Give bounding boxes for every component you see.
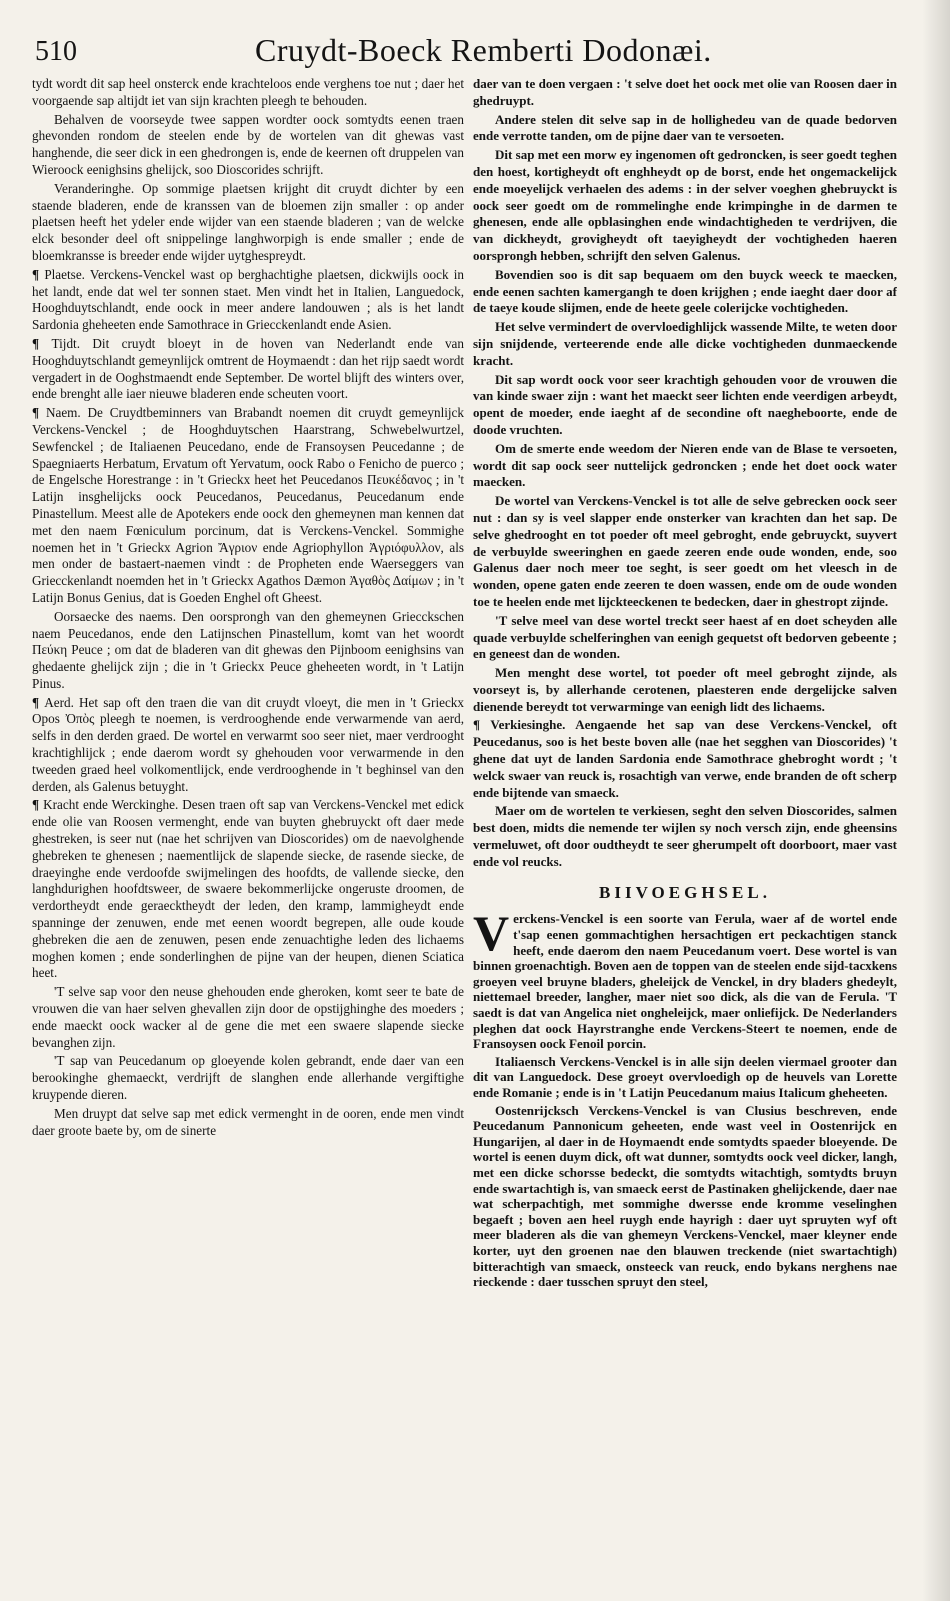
paragraph: ¶ Naem. De Cruydtbeminners van Brabandt noemen dit cruydt gemeynlijck Verckens-Venckel ; de Hooghduytschen Haarstrang, Schwebelwurtzel, Sewfenckel ; de Italiaenen Peucedano, ende de Fransoysen Peucedanne ; de Spaegniaerts Herbatum, Ervatum oft Yervatum, oock Rabo o Fenicho de puerco ; de Engelsche Horestrange : in 't Grieckx heet het Peucedanos Πευκέδανος ; in 't Latijn insghelijcks oock Peucedanos, Peucedanus, Peucedanum ende Pinastellum. Meest alle de Apotekers ende oock den ghemeynen man kennen dat met den naem Fœniculum porcinum, dat is Verckens-Venckel. Sommighe noemen het in 't Grieckx Agrion Ἄγριον ende Agriophyllon Ἀγριόφυλλον, als men onder de bastaert-naemen vindt : de Propheten ende Waerseggers van Griecckenlandt noemden het in 't Grieckx Agathos Dæmon Ἀγαθὸς Δαίμων ; in 't Latijn Bonus Genius, dat is Goeden Enghel oft Gheest.	[32, 405, 464, 607]
paragraph: tydt wordt dit sap heel onsterck ende krachteloos ende verghens toe nut ; daer het voorgaende sap altijdt iet van sijn krachten pleegh te behouden.	[32, 76, 464, 108]
paragraph: ¶ Aerd. Het sap oft den traen die van dit cruydt vloeyt, die men in 't Grieckx Opos Ὀπὸς pleegh te noemen, is verdrooghende ende verwarmende van aerd, selfs in den derden graed. De wortel en verwarmt soo seer niet, maer verdrooght krachtighlijck ; ende daerom wordt sy ghehouden voor verwarmende in den tweeden graed heel volkomentlijck, ende verdrooghende in 't beghinsel van den derden, als Galenus betuyght.	[32, 695, 464, 796]
right-column	[473, 76, 897, 1581]
paragraph: Andere stelen dit selve sap in de hollighedeu van de quade bedorven ende verrotte tanden, om de pijne daer van te versoeten.	[473, 111, 897, 144]
dropcap-letter: V	[473, 905, 510, 962]
paragraph: Men druypt dat selve sap met edick vermenght in de ooren, ende men vindt daer groote baete by, om de sinerte	[32, 1105, 464, 1138]
paragraph: Dit sap wordt oock voor seer krachtigh gehouden voor de vrouwen die van kinde swaer zijn : want het maeckt seer lichten ende veerdigen arbeydt, opent de moeder, ende iaeght af de secondine oft naegheboorte, ende de doode vruchten.	[473, 371, 897, 437]
paragraph: daer van te doen vergaen : 't selve doet het oock met olie van Roosen daer in ghedruypt.	[473, 76, 897, 108]
left-column	[32, 76, 464, 1581]
paragraph: De wortel van Verckens-Venckel is tot alle de selve gebrecken oock seer nut : dan sy is veel slapper ende onsterker van krachten dan het sap. De selve ghedrooght en tot poeder oft meel gebroght, ende gebruyckt, suyvert de verbuylde sweeringhen en gaede zeeren ende oude wonden, ende, soo Galenus daer noch meer toe seght, is seer goedt om het vleesch in de wonden, opene gaten ende zeeren te doen wassen, ende om de oude wonden toe te heelen ende met lijckteeckenen te bedecken, daer in ghestropt zijnde.	[473, 493, 897, 609]
right-column-text	[473, 76, 897, 871]
paragraph: Veranderinghe. Op sommige plaetsen krijght dit cruydt dichter by een staende bladeren, ende de kranssen van de bloemen zijn smaller : op ander plaetsen heeft het ydeler ende wijder van een staende bladeren ; van de welcke elck besonder deel oft snippelinge langhworpigh is ende smaller ; ende de bloemkransse is breeder ende wijder uytghespreydt.	[32, 180, 464, 263]
paragraph: Dit sap met een morw ey ingenomen oft gedroncken, is seer goedt teghen den hoest, kortigheydt oft enghheydt op de borst, ende het ongemackelijck ende moeyelijck verhaelen des adems : in der selver voeghen ghebruyckt is oock seer goedt om de rommelinghe ende krimpinghe in de darmen te ghenesen, ende alle opblasinghen ende windachtigheden te verdrijven, die van dickheydt, grovigheydt oft taeyigheydt der vochtigheden haeren oorsprongh hebben, schrijft den selven Galenus.	[473, 147, 897, 263]
supplement-paragraph: Oostenrijcksch Verckens-Venckel is van Clusius beschreven, ende Peucedanum Pannonicum geheeten, ende wast veel in Oostenrijck en Hungarijen, al daer in de Hoymaendt ende somtydts spaeder bloeyende. De wortel is eenen duym dick, oft wat dunner, somtydts oock veel dicker, langh, met een dicke schorsse bedeckt, die somtydts witachtigh, somtydts bruyn ende swartachtigh is, van smaeck eerst de Pastinaken ghelijckende, daer nae wat scherpachtigh, met sommighe dwersse ende kromme veselinghen begaeft ; boven aen heel ruygh ende hayrigh : daer uyt spruyten wyf oft meer bladeren als die van ghemeyn Verckens-Venckel, maer kleyner ende korter, uyt den groenen nae den blauwen treckende (niet swartachtigh) bitterachtigh van smaeck, onsteeck van reuck, endo bykans nerghens nae rieckende : daer tusschen spruyt den steel,	[473, 1102, 897, 1290]
paragraph: ¶ Verkiesinghe. Aengaende het sap van dese Verckens-Venckel, oft Peucedanus, soo is het beste boven alle (nae het segghen van Dioscorides) 't ghene dat uyt de landen Sardonia ende Samothrace ghebroght wordt ; 't welck swaer van reuck is, rosachtigh van verwe, ende branden de oft scherp ende bijtende van smaeck.	[473, 717, 897, 801]
running-title: Cruydt-Boeck Remberti Dodonæi.	[255, 32, 712, 68]
supplement-paragraph: Italiaensch Verckens-Venckel is in alle sijn deelen viermael grooter dan dit van Languedock. Dese groeyt overvloedigh op de heuvels van Lorette ende Romanie ; ende is in 't Latijn Peucedanum maius Italicum gheheeten.	[473, 1053, 897, 1100]
paragraph: 'T selve sap voor den neuse ghehouden ende gheroken, komt seer te bate de vrouwen die van haer selven ghevallen zijn door de opstijghinghe des moeders ; ende maeckt oock wacker al de gene die met een swaere slapende siecke bevanghen zijn.	[32, 984, 464, 1050]
supplement-title: BIIVOEGHSEL.	[599, 882, 771, 902]
paragraph: ¶ Kracht ende Werckinghe. Desen traen oft sap van Verckens-Venckel met edick ende olie van Roosen vermenght, ende van buyten ghebruyckt oft daer mede ghestreken, is seer nut (nae het schrijven van Dioscorides) om de naevolghende ghebreken te ghenesen ; naementlijck de slapende siecke, de rasende siecke, de draeyinghe ende verdoofde swijmelingen des hoofdts, de vallende siecke, den langhdurighen hoofdtsweer, de swaere bekommerlijcke ongeruste droomen, de verdortheydt ende geraecktheydt der leden, den kramp, lammigheydt ende spanninge der zenuwen, ende met eenen woordt begrepen, alle oude koude ghebreken die aen de zenuwen, pesen ende zenuachtighe leden des lichaems moghen komen ; ende sonderlinghen de pijne van der heupen, dienen Sciatica heet.	[32, 797, 464, 982]
paragraph: 'T sap van Peucedanum op gloeyende kolen gebrandt, ende daer van een berookinghe ghemaeckt, verdrijft de slanghen ende allerhande vergiftighe kruypende dieren.	[32, 1053, 464, 1103]
paragraph: Men menght dese wortel, tot poeder oft meel gebroght zijnde, als voorseyt is, by allerhande cerotenen, plaesteren ende dergelijcke salven dienende bereydt tot verwarminge van eenigh lidt des lichaems.	[473, 665, 897, 714]
paragraph: 'T selve meel van dese wortel treckt seer haest af en doet scheyden alle quade verbuylde schelferinghen van eenigh gequetst oft bedorven gebeente ; en geneest dan de wonden.	[473, 612, 897, 662]
paragraph: Maer om de wortelen te verkiesen, seght den selven Dioscorides, salmen best doen, midts die nemende ter wijlen sy noch versch zijn, ende gheensins vermeluwet, oft door oudtheydt te seer gherumpelt oft doorboort, maer vast ende vol reucks.	[473, 803, 897, 869]
supplement-paragraph	[473, 905, 897, 1052]
page-edge-shadow	[922, 0, 950, 1601]
paragraph: Behalven de voorseyde twee sappen wordter oock somtydts eenen traen ghevonden rondom de steelen ende by de wortelen van dit ghewas vast hanghende, die seer dick in een ghedrongen is, ende de keernen oft druppelen van Wieroock eenighsins ghelijck, soo Dioscorides schrijft.	[32, 111, 464, 177]
supplement-paragraph-text: erckens-Venckel is een soorte van Ferula, waer af de wortel ende t'sap eenen gommachtighen hersachtigen ert peckachtigen stanck heeft, ende daerom den naem Peucedanum voert. Dese wortel is van binnen groenachtigh. Boven aen de toppen van de steelen ende sijd-tacxkens groeyen veel bruyne bladers, gheleijck de Venckel, in dry bladers ghedeylt, niettemael breeder, langher, maer niet soo dick, als die van de Ferula. 'T saedt is dat van Angelica niet ongheleijck, maer onliefijck. De Nederlanders pleghen dat oock Hayrstranghe ende Verckens-Steert te noemen, ende de Fransoysen oock Fenoil porcin.	[473, 911, 897, 1052]
page-number: 510	[35, 36, 77, 67]
paragraph: Bovendien soo is dit sap bequaem om den buyck weeck te maecken, ende eenen sachten kamergangh te doen krijghen ; ende iaeght daer door af de taeye koude slijmen, ende de heete geele colerijcke vochtigheden.	[473, 266, 897, 316]
paragraph: Oorsaecke des naems. Den oorsprongh van den ghemeynen Griecckschen naem Peucedanos, ende den Latijnschen Pinastellum, komt van het woordt Πεύκη Peuce ; om dat de bladeren van dit ghewas den Pijnboom eenighsins van ghedaente ghelijck zijn ; die in 't Grieckx Peuce gheheeten wordt, in 't Latijn Pinus.	[32, 608, 464, 691]
page-header	[35, 30, 915, 74]
paragraph: Het selve vermindert de overvloedighlijck wassende Milte, te weten door sijn snijdende, verteerende ende alle dicke vochtigheden dunmaeckende kracht.	[473, 319, 897, 368]
paragraph: ¶ Plaetse. Verckens-Venckel wast op berghachtighe plaetsen, dickwijls oock in het landt, ende dat wel ter sonnen staet. Men vindt het in Italien, Languedock, Hooghduytschlandt, ende oock in meer andere landouwen ; als is het landt Sardonia gheheeten ende Samothrace in Griecckenlandt ende Asien.	[32, 267, 464, 334]
paragraph: Om de smerte ende weedom der Nieren ende van de Blase te versoeten, wordt dit sap oock seer nuttelijck gedroncken ; ende het doet oock water maecken.	[473, 440, 897, 490]
paragraph: ¶ Tijdt. Dit cruydt bloeyt in de hoven van Nederlandt ende van Hooghduytschlandt gemeynlijck omtrent de Hoymaendt : dan het rijp saedt wordt vergadert in de Ooghstmaendt ende September. De wortel blijft des winters over, ende brenght alle iaer nieuwe bladeren ende scheuten voort.	[32, 336, 464, 403]
